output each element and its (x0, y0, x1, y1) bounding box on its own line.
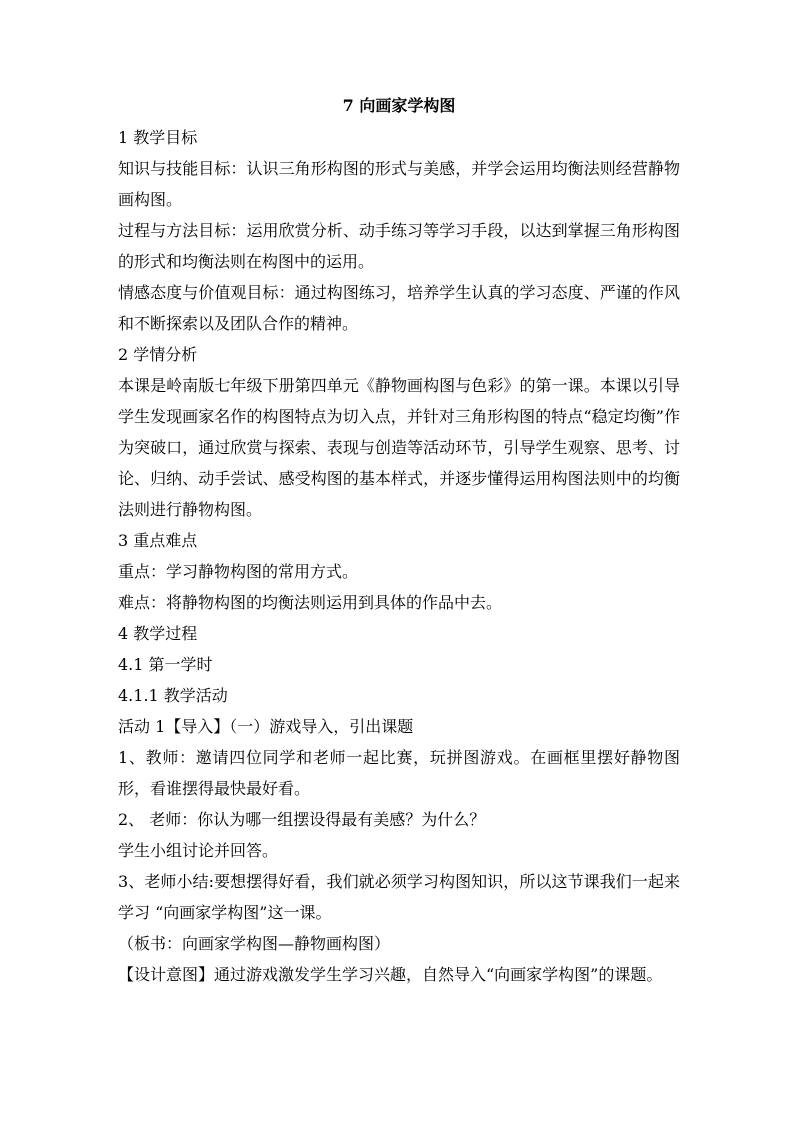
process-goal: 过程与方法目标：运用欣赏分析、动手练习等学习手段，以达到掌握三角形构图的形式和均衡法则在构图中的运用。 (118, 221, 680, 271)
document-title: 7 向画家学构图 (342, 96, 456, 115)
knowledge-goal: 知识与技能目标：认识三角形构图的形式与美感，并学会运用均衡法则经营静物画构图。 (118, 159, 680, 209)
analysis-paragraph: 本课是岭南版七年级下册第四单元《静物画构图与色彩》的第一课。本课以引导学生发现画家名作的构图特点为切入点，并针对三角形构图的特点“稳定均衡”作为突破口，通过欣赏与探索、表现与创造等活动环节，引导学生观察、思考、讨论、归纳、动手尝试、感受构图的基本样式，并逐步懂得运用构图法则中的均衡法则进行静物构图。 (118, 376, 680, 519)
section-3-heading: 3 重点难点 (118, 531, 198, 550)
section-1-heading: 1 教学目标 (118, 128, 198, 147)
key-point: 重点：学习静物构图的常用方式。 (118, 562, 359, 581)
difficult-point: 难点：将静物构图的均衡法则运用到具体的作品中去。 (118, 593, 503, 612)
section-4-1-1-heading: 4.1.1 教学活动 (118, 686, 228, 705)
section-2-heading: 2 学情分析 (118, 345, 198, 364)
student-discussion: 学生小组讨论并回答。 (118, 841, 279, 860)
step-1: 1、教师：邀请四位同学和老师一起比赛，玩拼图游戏。在画框里摆好静物图形，看谁摆得最快最好看。 (118, 748, 680, 798)
document-body (118, 122, 680, 990)
attitude-goal: 情感态度与价值观目标：通过构图练习，培养学生认真的学习态度、严谨的作风和不断探索以及团队合作的精神。 (118, 283, 680, 333)
blackboard-note: （板书：向画家学构图—静物画构图） (118, 934, 391, 953)
section-4-heading: 4 教学过程 (118, 624, 198, 643)
design-intent: 【设计意图】通过游戏激发学生学习兴趣，自然导入“向画家学构图”的课题。 (118, 965, 663, 984)
activity-1-title: 活动 1【导入】（一）游戏导入，引出课题 (118, 717, 414, 736)
step-2: 2、 老师：你认为哪一组摆设得最有美感？为什么？ (118, 810, 486, 829)
step-3: 3、老师小结:要想摆得好看，我们就必须学习构图知识，所以这节课我们一起来学习 “向画家学构图”这一课。 (118, 872, 680, 922)
document-page (118, 94, 680, 990)
section-4-1-heading: 4.1 第一学时 (118, 655, 213, 674)
